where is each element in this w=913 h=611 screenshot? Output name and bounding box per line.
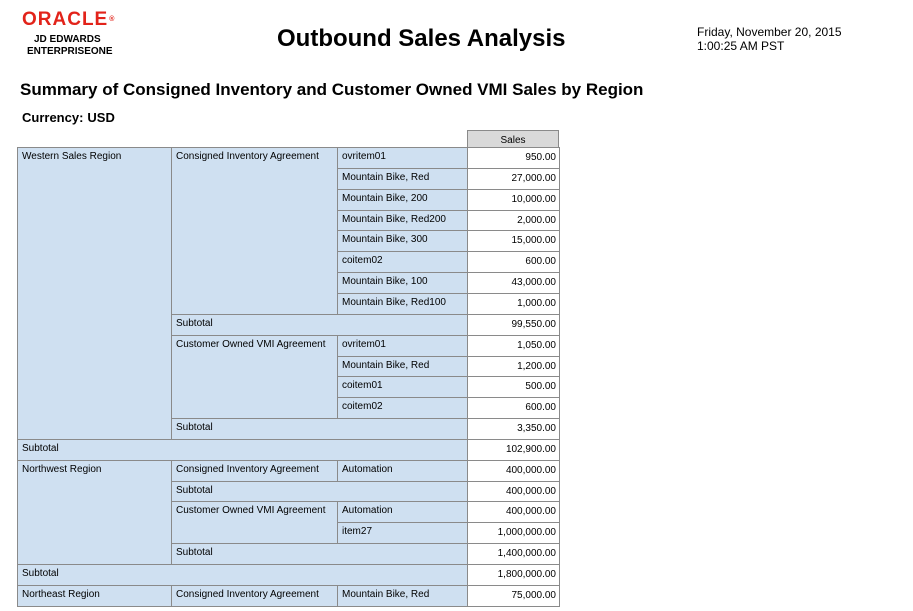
logo-jd-edwards: JD EDWARDS bbox=[34, 34, 101, 45]
value-cell: 27,000.00 bbox=[467, 168, 560, 190]
subtotal-cell: Subtotal bbox=[171, 481, 468, 502]
agreement-cell: Consigned Inventory Agreement bbox=[171, 147, 338, 315]
value-cell: 400,000.00 bbox=[467, 501, 560, 523]
value-cell: 75,000.00 bbox=[467, 585, 560, 607]
report-subtitle: Summary of Consigned Inventory and Customer Owned VMI Sales by Region bbox=[20, 80, 644, 99]
item-cell: Mountain Bike, Red bbox=[337, 356, 468, 377]
value-cell: 43,000.00 bbox=[467, 272, 560, 294]
item-cell: item27 bbox=[337, 522, 468, 544]
report-datetime bbox=[697, 25, 842, 53]
region-cell: Northwest Region bbox=[17, 460, 172, 565]
value-cell: 400,000.00 bbox=[467, 460, 560, 482]
item-cell: Mountain Bike, 200 bbox=[337, 189, 468, 211]
agreement-cell: Consigned Inventory Agreement bbox=[171, 585, 338, 607]
subtotal-value-cell: 3,350.00 bbox=[467, 418, 560, 440]
item-cell: ovritem01 bbox=[337, 147, 468, 169]
item-cell: Automation bbox=[337, 501, 468, 523]
value-cell: 2,000.00 bbox=[467, 210, 560, 231]
region-subtotal-value-cell: 1,800,000.00 bbox=[467, 564, 560, 586]
agreement-cell: Consigned Inventory Agreement bbox=[171, 460, 338, 482]
region-cell: Western Sales Region bbox=[17, 147, 172, 461]
value-cell: 600.00 bbox=[467, 397, 560, 419]
report-time: 1:00:25 AM PST bbox=[697, 39, 785, 53]
item-cell: coitem02 bbox=[337, 397, 468, 419]
currency-label: Currency: bbox=[22, 110, 84, 125]
region-subtotal-value-cell: 102,900.00 bbox=[467, 439, 560, 461]
oracle-jde-logo bbox=[22, 10, 132, 58]
value-cell: 1,050.00 bbox=[467, 335, 560, 357]
item-cell: Mountain Bike, Red100 bbox=[337, 293, 468, 315]
item-cell: Automation bbox=[337, 460, 468, 482]
value-cell: 1,000.00 bbox=[467, 293, 560, 315]
currency-line bbox=[22, 110, 119, 125]
report-title: Outbound Sales Analysis bbox=[277, 25, 566, 52]
item-cell: Mountain Bike, 100 bbox=[337, 272, 468, 294]
subtotal-cell: Subtotal bbox=[171, 314, 468, 336]
item-cell: Mountain Bike, Red200 bbox=[337, 210, 468, 231]
agreement-cell: Customer Owned VMI Agreement bbox=[171, 335, 338, 419]
value-cell: 950.00 bbox=[467, 147, 560, 169]
agreement-cell: Customer Owned VMI Agreement bbox=[171, 501, 338, 544]
report-date: Friday, November 20, 2015 bbox=[697, 25, 842, 39]
item-cell: Mountain Bike, Red bbox=[337, 168, 468, 190]
currency-value: USD bbox=[87, 110, 115, 125]
value-cell: 500.00 bbox=[467, 376, 560, 398]
subtotal-cell: Subtotal bbox=[171, 543, 468, 565]
value-cell: 1,000,000.00 bbox=[467, 522, 560, 544]
item-cell: Mountain Bike, 300 bbox=[337, 230, 468, 252]
item-cell: ovritem01 bbox=[337, 335, 468, 357]
subtotal-cell: Subtotal bbox=[171, 418, 468, 440]
value-cell: 10,000.00 bbox=[467, 189, 560, 211]
value-cell: 15,000.00 bbox=[467, 230, 560, 252]
item-cell: coitem01 bbox=[337, 376, 468, 398]
value-cell: 600.00 bbox=[467, 251, 560, 273]
item-cell: Mountain Bike, Red bbox=[337, 585, 468, 607]
logo-enterpriseone: ENTERPRISEONE bbox=[27, 46, 113, 57]
subtotal-value-cell: 1,400,000.00 bbox=[467, 543, 560, 565]
sales-column-header: Sales bbox=[467, 130, 559, 149]
item-cell: coitem02 bbox=[337, 251, 468, 273]
subtotal-value-cell: 99,550.00 bbox=[467, 314, 560, 336]
subtotal-value-cell: 400,000.00 bbox=[467, 481, 560, 502]
region-cell: Northeast Region bbox=[17, 585, 172, 607]
oracle-wordmark: ORACLE® bbox=[22, 9, 116, 30]
region-subtotal-cell: Subtotal bbox=[17, 439, 468, 461]
region-subtotal-cell: Subtotal bbox=[17, 564, 468, 586]
value-cell: 1,200.00 bbox=[467, 356, 560, 377]
